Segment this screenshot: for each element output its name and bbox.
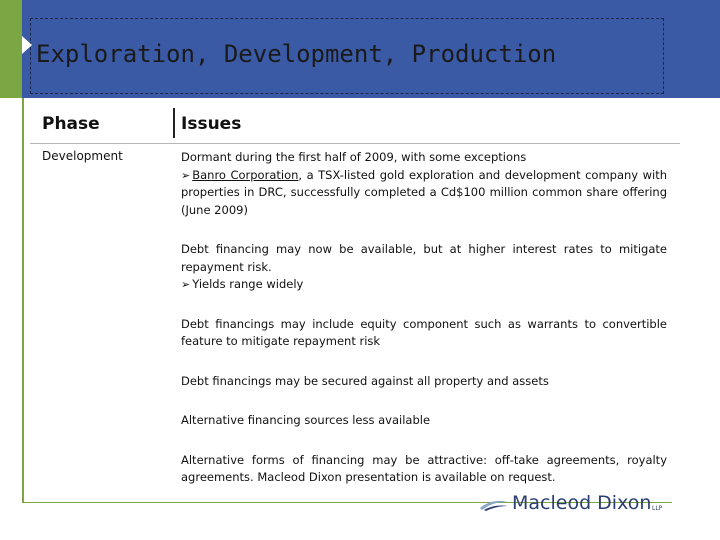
accent-bar [0, 0, 22, 98]
issue-paragraph: Debt financing may now be available, but at higher interest rates to mitigate repayment risk. [181, 242, 667, 274]
issue-paragraph: Alternative financing sources less available [181, 413, 431, 427]
slide-title: Exploration, Development, Production [36, 40, 557, 68]
arrow-bullet-icon: ➢ [181, 168, 191, 182]
logo-wordmark: Macleod Dixon [512, 492, 652, 514]
column-header-phase: Phase [42, 114, 100, 134]
arrow-bullet-icon: ➢ [181, 278, 191, 291]
issue-bullet-text: Yields range widely [192, 277, 304, 291]
issue-line: Dormant during the first half of 2009, with some exceptions [181, 150, 527, 164]
macleod-dixon-swoosh-icon [478, 498, 510, 512]
issue-bullet-text: , a TSX-listed gold exploration and development company with properties in DRC, successfully completed a Cd$100 million common share offering (June 2009) [181, 167, 668, 217]
logo-llp: LLP [652, 505, 663, 512]
issue-paragraph: Debt financings may be secured against all property and assets [181, 373, 549, 388]
issue-paragraph: Alternative forms of financing may be attractive: off-take agreements, royalty agreements. Macleod Dixon presentation is available on request. [181, 452, 667, 484]
phase-cell: Development [42, 149, 123, 163]
banro-link-text: Banro Corporation [192, 167, 299, 182]
column-divider [173, 108, 175, 138]
issues-cell [181, 149, 667, 487]
side-accent-line [22, 98, 24, 502]
issue-bullet [181, 276, 667, 294]
issue-paragraph: Debt financings may include equity component such as warrants to convertible feature to mitigate repayment risk [181, 316, 667, 348]
company-logo [478, 488, 668, 522]
header-rule [30, 143, 680, 144]
issue-bullet [181, 167, 667, 220]
title-notch-icon [22, 36, 32, 54]
column-header-issues: Issues [181, 114, 242, 134]
